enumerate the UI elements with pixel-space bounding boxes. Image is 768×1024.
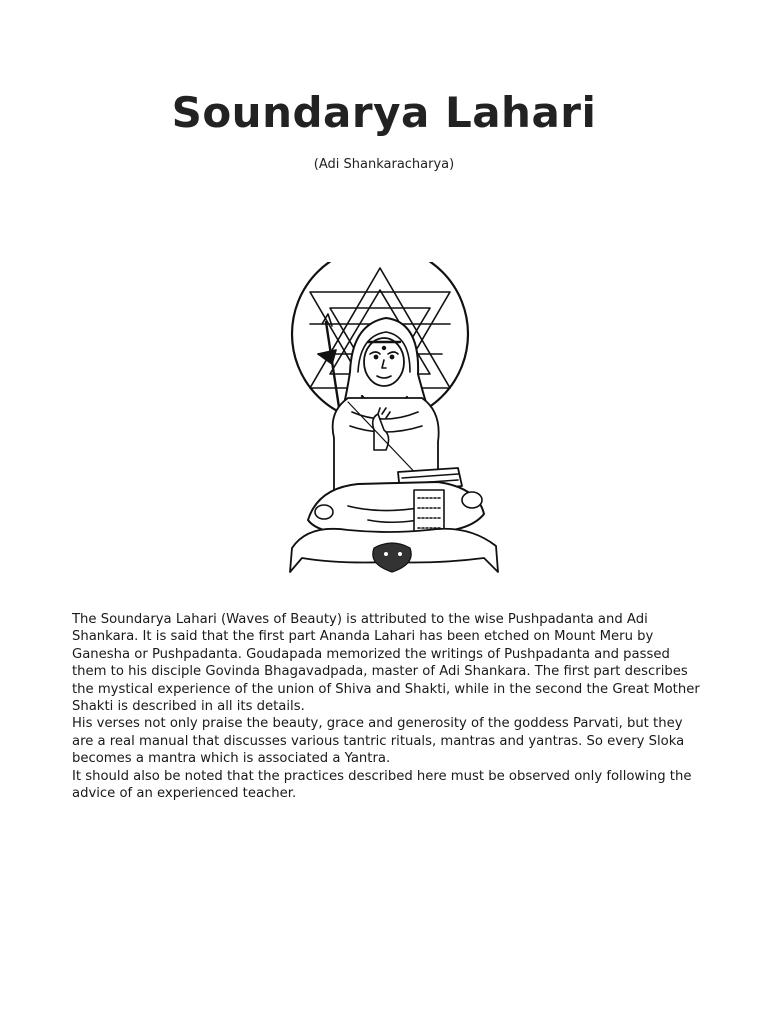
paragraph-1: The Soundarya Lahari (Waves of Beauty) is attributed to the wise Pushpadanta and Adi Shankara. It is said that the first part Ananda Lahari has been etched on Mount Meru by Ganesha or Pushpadanta. Goudapada memorized the writings of Pushpadanta and passed them to his disciple Govinda Bhagavadpada, master of Adi Shankara. The first part describes the mystical experience of the union of Shiva and Shakti, while in the second the Great Mother Shakti is described in all its details.: [72, 612, 700, 715]
adi-shankaracharya-portrait-icon: [288, 262, 500, 580]
document-title: Soundarya Lahari: [171, 88, 597, 137]
paragraph-2: His verses not only praise the beauty, grace and generosity of the goddess Parvati, but they are a real manual that discusses various tantric rituals, mantras and yantras. So every Sloka becomes a mantra which is associated a Yantra.: [72, 716, 685, 767]
document-subtitle: (Adi Shankaracharya): [313, 157, 455, 172]
document-body: [72, 611, 702, 802]
paragraph-3: It should also be noted that the practices described here must be observed only following the advice of an experienced teacher.: [72, 768, 692, 802]
